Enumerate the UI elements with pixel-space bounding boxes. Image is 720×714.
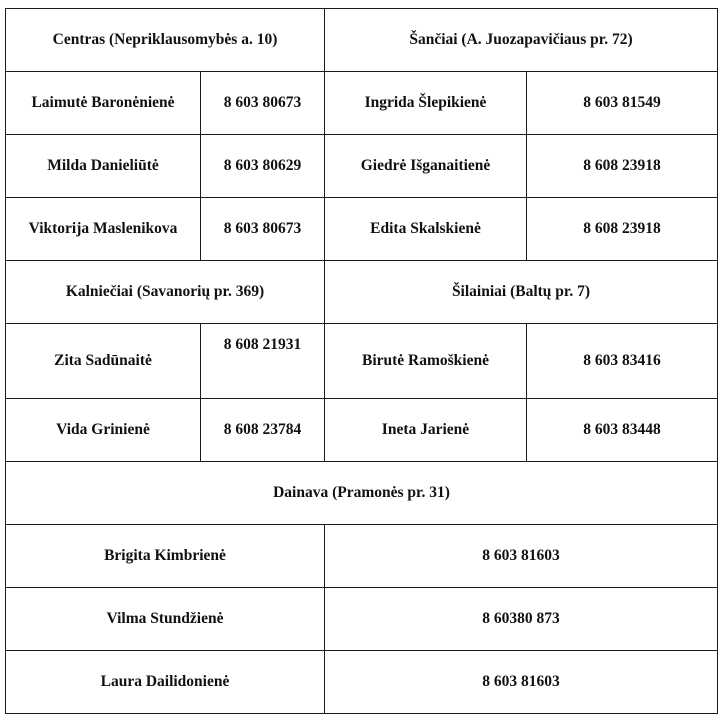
contact-name: Ineta Jarienė xyxy=(325,399,527,462)
contact-phone: 8 603 80673 xyxy=(201,198,325,261)
table-row xyxy=(6,324,718,399)
table-row xyxy=(6,135,718,198)
contact-name: Zita Sadūnaitė xyxy=(6,324,201,399)
contact-name: Birutė Ramoškienė xyxy=(325,324,527,399)
contact-name: Laura Dailidonienė xyxy=(6,651,325,714)
table-row xyxy=(6,588,718,651)
contact-name: Viktorija Maslenikova xyxy=(6,198,201,261)
table-row xyxy=(6,399,718,462)
contact-phone: 8 608 23918 xyxy=(527,198,718,261)
section-title-centras: Centras (Nepriklausomybės a. 10) xyxy=(6,9,325,72)
section-title-dainava: Dainava (Pramonės pr. 31) xyxy=(6,462,718,525)
table-row xyxy=(6,651,718,714)
contact-name: Laimutė Baronėnienė xyxy=(6,72,201,135)
section-title-silainiai: Šilainiai (Baltų pr. 7) xyxy=(325,261,718,324)
contact-phone: 8 603 83416 xyxy=(527,324,718,399)
contact-name: Giedrė Išganaitienė xyxy=(325,135,527,198)
contact-name: Edita Skalskienė xyxy=(325,198,527,261)
contact-phone: 8 603 81549 xyxy=(527,72,718,135)
section-header-row xyxy=(6,462,718,525)
section-title-senciai: Šančiai (A. Juozapavičiaus pr. 72) xyxy=(325,9,718,72)
contact-phone: 8 608 23918 xyxy=(527,135,718,198)
contact-phone: 8 603 83448 xyxy=(527,399,718,462)
table-row xyxy=(6,72,718,135)
contact-name: Brigita Kimbrienė xyxy=(6,525,325,588)
contact-phone: 8 608 23784 xyxy=(201,399,325,462)
contact-phone: 8 60380 873 xyxy=(325,588,718,651)
section-header-row xyxy=(6,9,718,72)
contact-name: Ingrida Šlepikienė xyxy=(325,72,527,135)
contact-name: Milda Danieliūtė xyxy=(6,135,201,198)
contacts-table xyxy=(5,8,718,714)
section-title-kalnieciai: Kalniečiai (Savanorių pr. 369) xyxy=(6,261,325,324)
contact-phone: 8 603 80629 xyxy=(201,135,325,198)
contact-phone: 8 603 81603 xyxy=(325,651,718,714)
contact-name: Vilma Stundžienė xyxy=(6,588,325,651)
table-row xyxy=(6,198,718,261)
contact-phone: 8 603 80673 xyxy=(201,72,325,135)
contact-phone: 8 608 21931 xyxy=(201,324,325,399)
contact-phone: 8 603 81603 xyxy=(325,525,718,588)
contact-name: Vida Grinienė xyxy=(6,399,201,462)
section-header-row xyxy=(6,261,718,324)
table-row xyxy=(6,525,718,588)
